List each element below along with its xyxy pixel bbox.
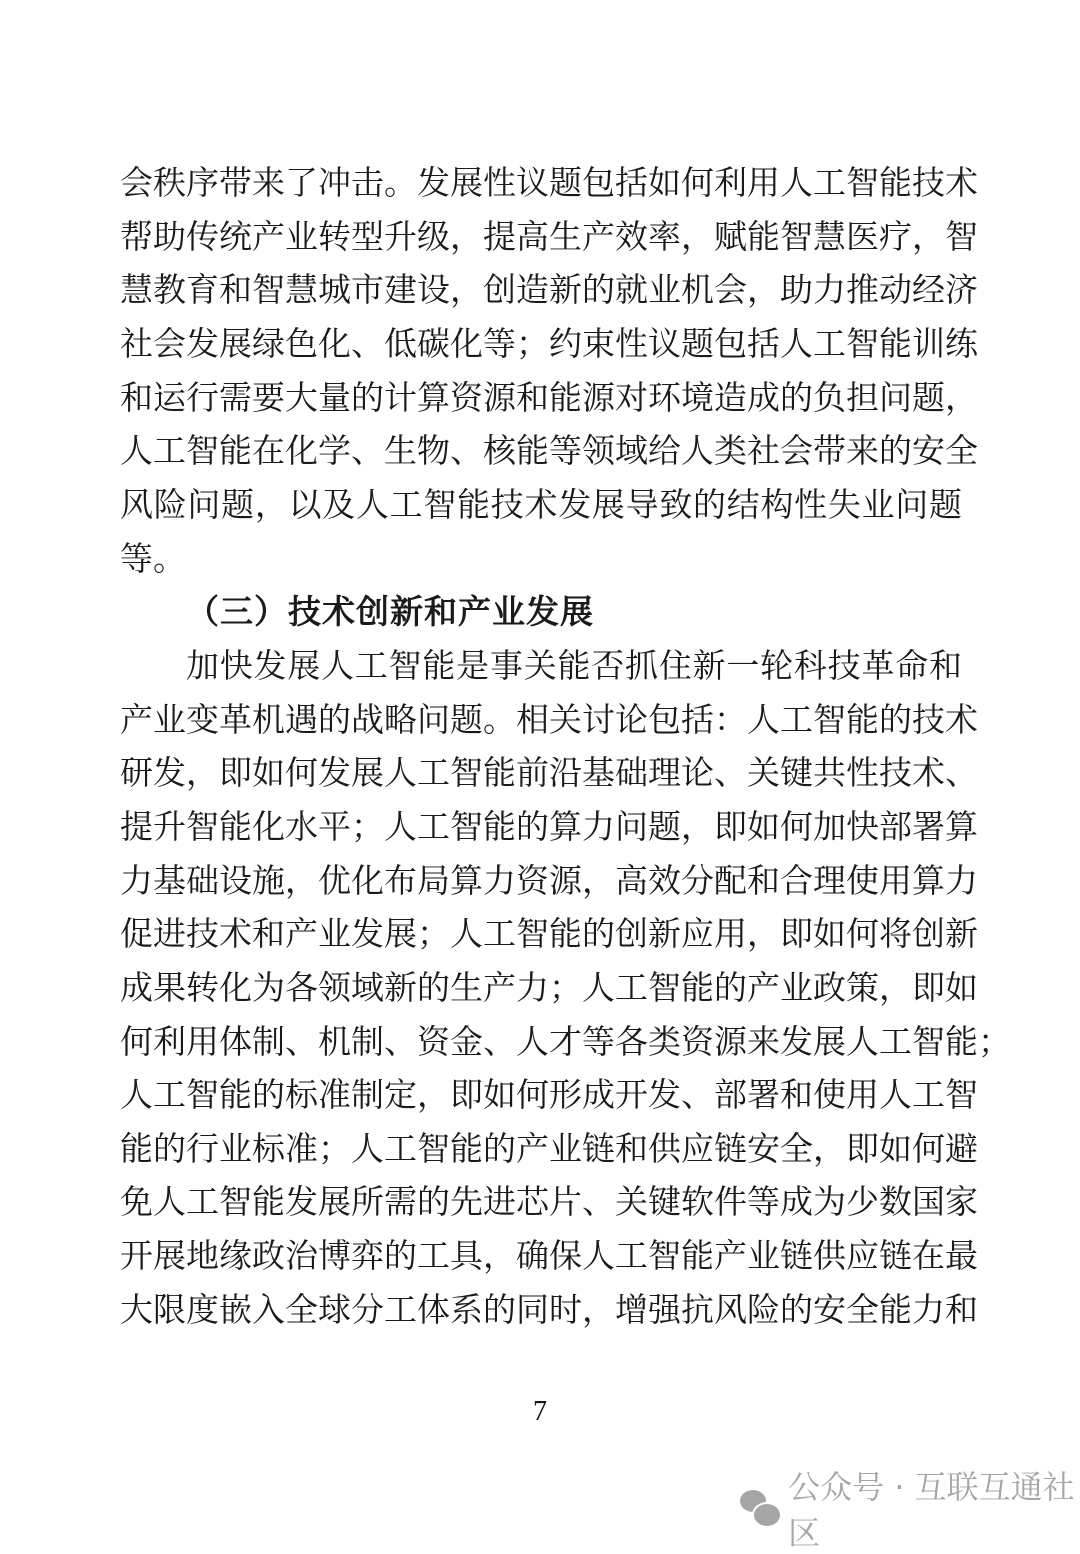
paragraph-line: 帮助传统产业转型升级，提高生产效率，赋能智慧医疗，智 [120,216,978,256]
wechat-icon [738,1488,780,1528]
paragraph-line: 研发，即如何发展人工智能前沿基础理论、关键共性技术、 [120,753,978,793]
paragraph-line: 产业变革机遇的战略问题。相关讨论包括：人工智能的技术 [120,699,978,739]
paragraph-line: 成果转化为各领域新的生产力；人工智能的产业政策，即如 [120,967,978,1007]
paragraph-line: 社会发展绿色化、低碳化等；约束性议题包括人工智能训练 [120,323,978,363]
paragraph-line: 大限度嵌入全球分工体系的同时，增强抗风险的安全能力和 [120,1289,978,1329]
watermark-text: 公众号 · 互联互通社区 [788,1468,1075,1552]
paragraph-line: 促进技术和产业发展；人工智能的创新应用，即如何将创新 [120,914,978,954]
paragraph-line: 开展地缘政治博弈的工具，确保人工智能产业链供应链在最 [120,1236,978,1276]
page-number: 7 [533,1396,547,1427]
paragraph-line: 人工智能在化学、生物、核能等领域给人类社会带来的安全 [120,431,978,471]
section-heading: （三）技术创新和产业发展 [186,592,594,632]
document-body [120,156,1011,1336]
paragraph-line: 风险问题，以及人工智能技术发展导致的结构性失业问题 [120,484,962,524]
paragraph-line: 会秩序带来了冲击。发展性议题包括如何利用人工智能技术 [120,163,978,202]
watermark [738,1462,1080,1554]
paragraph-line: 提升智能化水平；人工智能的算力问题，即如何加快部署算 [120,806,978,846]
paragraph-line: 等。 [120,538,186,578]
paragraph-line: 力基础设施，优化布局算力资源，高效分配和合理使用算力 [120,860,978,900]
paragraph-line: 能的行业标准；人工智能的产业链和供应链安全，即如何避 [120,1128,978,1168]
paragraph-line: 加快发展人工智能是事关能否抓住新一轮科技革命和 [186,645,962,685]
paragraph-line: 慧教育和智慧城市建设，创造新的就业机会，助力推动经济 [120,270,978,310]
paragraph-line: 何利用体制、机制、资金、人才等各类资源来发展人工智能； [120,1021,1011,1061]
paragraph-line: 人工智能的标准制定，即如何形成开发、部署和使用人工智 [120,1075,978,1115]
paragraph-line: 免人工智能发展所需的先进芯片、关键软件等成为少数国家 [120,1182,978,1222]
paragraph-line: 和运行需要大量的计算资源和能源对环境造成的负担问题， [120,377,978,417]
